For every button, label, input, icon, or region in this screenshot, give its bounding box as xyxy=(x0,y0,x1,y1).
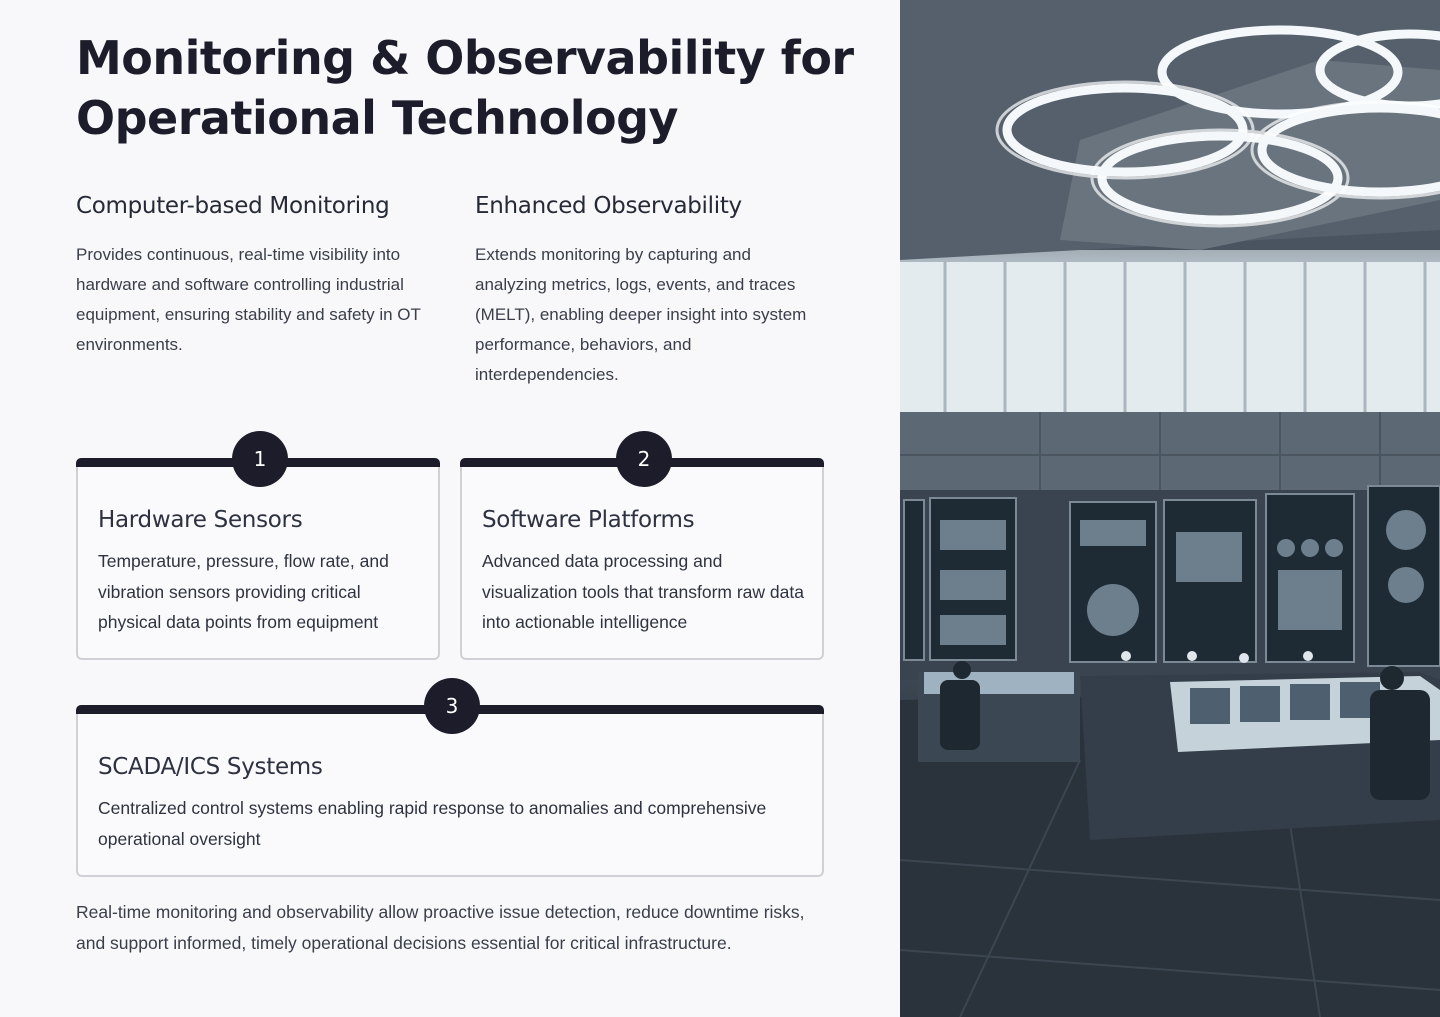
monitoring-body: Provides continuous, real-time visibility into hardware and software controlling industrial equipment, ensuring stability and safety in OT environments. xyxy=(76,245,421,354)
card-body: Temperature, pressure, flow rate, and vibration sensors providing critical physical data points from equipment xyxy=(98,551,389,632)
card-title: SCADA/ICS Systems xyxy=(98,754,323,780)
control-room-image xyxy=(900,0,1440,1017)
card-scada-ics xyxy=(76,694,824,877)
step-number-badge: 2 xyxy=(616,431,672,487)
card-title: Hardware Sensors xyxy=(98,507,303,533)
control-room-illustration xyxy=(900,0,1440,1017)
step-number-badge: 3 xyxy=(424,678,480,734)
monitoring-column xyxy=(76,190,426,360)
monitoring-heading: Computer-based Monitoring xyxy=(76,193,390,219)
card-software-platforms xyxy=(460,447,824,660)
step-number-badge: 1 xyxy=(232,431,288,487)
card-body: Centralized control systems enabling rapid response to anomalies and comprehensive operational oversight xyxy=(98,798,767,849)
card-body: Advanced data processing and visualization tools that transform raw data into actionable intelligence xyxy=(482,551,804,632)
page-title: Monitoring & Observability for Operational Technology xyxy=(76,31,854,145)
summary-text: Real-time monitoring and observability allow proactive issue detection, reduce downtime risks, and support informed, timely operational decisions essential for critical infrastructure. xyxy=(76,902,805,953)
observability-body: Extends monitoring by capturing and analyzing metrics, logs, events, and traces (MELT), enabling deeper insight into system performance, behaviors, and interdependencies. xyxy=(475,245,807,384)
card-title: Software Platforms xyxy=(482,507,695,533)
observability-heading: Enhanced Observability xyxy=(475,193,742,219)
card-hardware-sensors xyxy=(76,447,440,660)
observability-column xyxy=(475,190,825,390)
